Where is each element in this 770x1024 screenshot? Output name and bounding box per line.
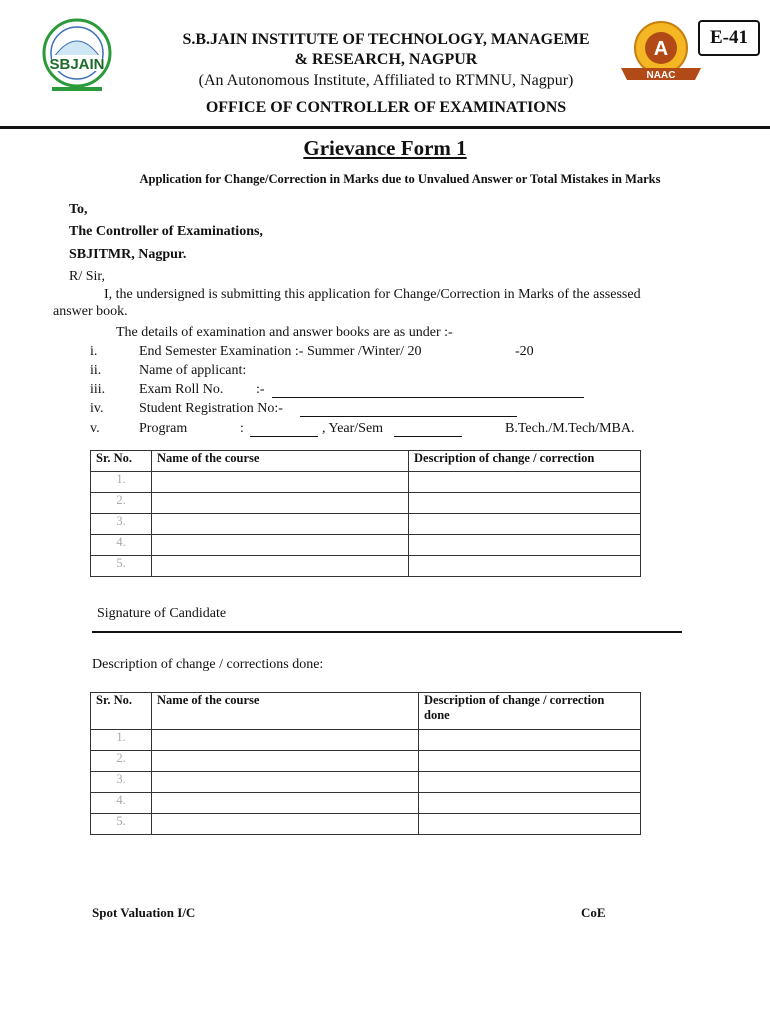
description-cell[interactable] [409,556,641,577]
corrections-table [90,692,641,835]
table-row [91,514,641,535]
row-number: 2. [91,751,152,772]
item-num: v. [90,421,100,436]
course-cell[interactable] [152,751,419,772]
institute-name-line1: S.B.JAIN INSTITUTE OF TECHNOLOGY, MANAGEME [182,31,590,48]
naac-grade: A [653,38,669,60]
description-cell[interactable] [409,535,641,556]
row-number: 1. [91,472,152,493]
grievance-table [90,450,641,577]
item-year-sem-label: , Year/Sem [322,421,384,436]
table-header-row [91,451,641,472]
description-cell[interactable] [419,772,641,793]
col-description-done [419,693,641,730]
course-cell[interactable] [152,730,419,751]
description-cell[interactable] [419,793,641,814]
body-line1: I, the undersigned is submitting this application for Change/Correction in Marks of the assessed [104,287,641,302]
table-row [91,493,641,514]
row-number: 2. [91,493,152,514]
course-cell[interactable] [152,556,409,577]
coe-label: CoE [581,905,606,920]
logo-text: SBJAIN [49,56,105,73]
table-row [91,814,641,835]
course-cell[interactable] [152,493,409,514]
col-description-line1: Description of change / correction [424,693,605,707]
signature-line [92,631,682,633]
col-description: Description of change / correction [409,451,641,472]
item-registration-label: Student Registration No:- [139,401,283,416]
row-number: 4. [91,535,152,556]
course-cell[interactable] [152,772,419,793]
table-row [91,535,641,556]
col-course-name: Name of the course [152,451,409,472]
course-cell[interactable] [152,535,409,556]
to-line: To, [69,202,88,217]
table-row [91,793,641,814]
year-sem-field[interactable] [394,422,462,437]
description-cell[interactable] [409,472,641,493]
form-code-box: E-41 [698,20,760,56]
item-exam: End Semester Examination :- Summer /Winter/ 20 [139,344,422,359]
course-cell[interactable] [152,793,419,814]
office-title: OFFICE OF CONTROLLER OF EXAMINATIONS [205,99,567,116]
col-sr-no: Sr. No. [91,693,152,730]
item-num: iii. [90,382,106,397]
form-subtitle: Application for Change/Correction in Marks due to Unvalued Answer or Total Mistakes in Marks [139,172,661,186]
description-cell[interactable] [409,493,641,514]
table-row [91,472,641,493]
row-number: 4. [91,793,152,814]
row-number: 3. [91,772,152,793]
item-program-label: Program [139,421,188,436]
item-exam-year: -20 [515,344,534,359]
course-cell[interactable] [152,472,409,493]
table-row [91,556,641,577]
col-sr-no: Sr. No. [91,451,152,472]
program-field[interactable] [250,422,318,437]
row-number: 5. [91,556,152,577]
description-cell[interactable] [409,514,641,535]
naac-badge [617,18,705,90]
item-roll-no-label: Exam Roll No. [139,382,224,397]
corrections-label: Description of change / corrections done: [92,657,324,672]
item-roll-no-sep: :- [256,382,265,397]
affiliation-line: (An Autonomous Institute, Affiliated to RTMNU, Nagpur) [198,72,574,89]
item-num: ii. [90,363,102,378]
row-number: 5. [91,814,152,835]
signature-label: Signature of Candidate [97,606,227,621]
registration-no-field[interactable] [300,402,517,417]
table-row [91,730,641,751]
col-course-name: Name of the course [152,693,419,730]
course-cell[interactable] [152,514,409,535]
addressee-line: The Controller of Examinations, [69,224,263,239]
table-header-row [91,693,641,730]
header-divider [0,126,770,129]
salutation: R/ Sir, [69,269,106,284]
details-intro: The details of examination and answer books are as under :- [116,325,453,340]
item-num: i. [90,344,98,359]
institute-logo [40,17,114,95]
description-cell[interactable] [419,814,641,835]
naac-label: NAAC [646,70,676,81]
row-number: 1. [91,730,152,751]
table-row [91,772,641,793]
row-number: 3. [91,514,152,535]
spot-valuation-label: Spot Valuation I/C [92,905,196,920]
roll-no-field[interactable] [272,383,584,398]
description-cell[interactable] [419,730,641,751]
institute-line: SBJITMR, Nagpur. [69,247,187,262]
body-line2: answer book. [53,304,128,319]
course-cell[interactable] [152,814,419,835]
col-description-line2: done [424,708,450,722]
item-applicant-name: Name of applicant: [139,363,247,378]
item-program-sep: : [240,421,244,436]
item-num: iv. [90,401,104,416]
form-title: Grievance Form 1 [303,136,467,160]
item-program-options: B.Tech./M.Tech/MBA. [505,421,635,436]
institute-name-line2: & RESEARCH, NAGPUR [294,51,478,68]
description-cell[interactable] [419,751,641,772]
table-row [91,751,641,772]
